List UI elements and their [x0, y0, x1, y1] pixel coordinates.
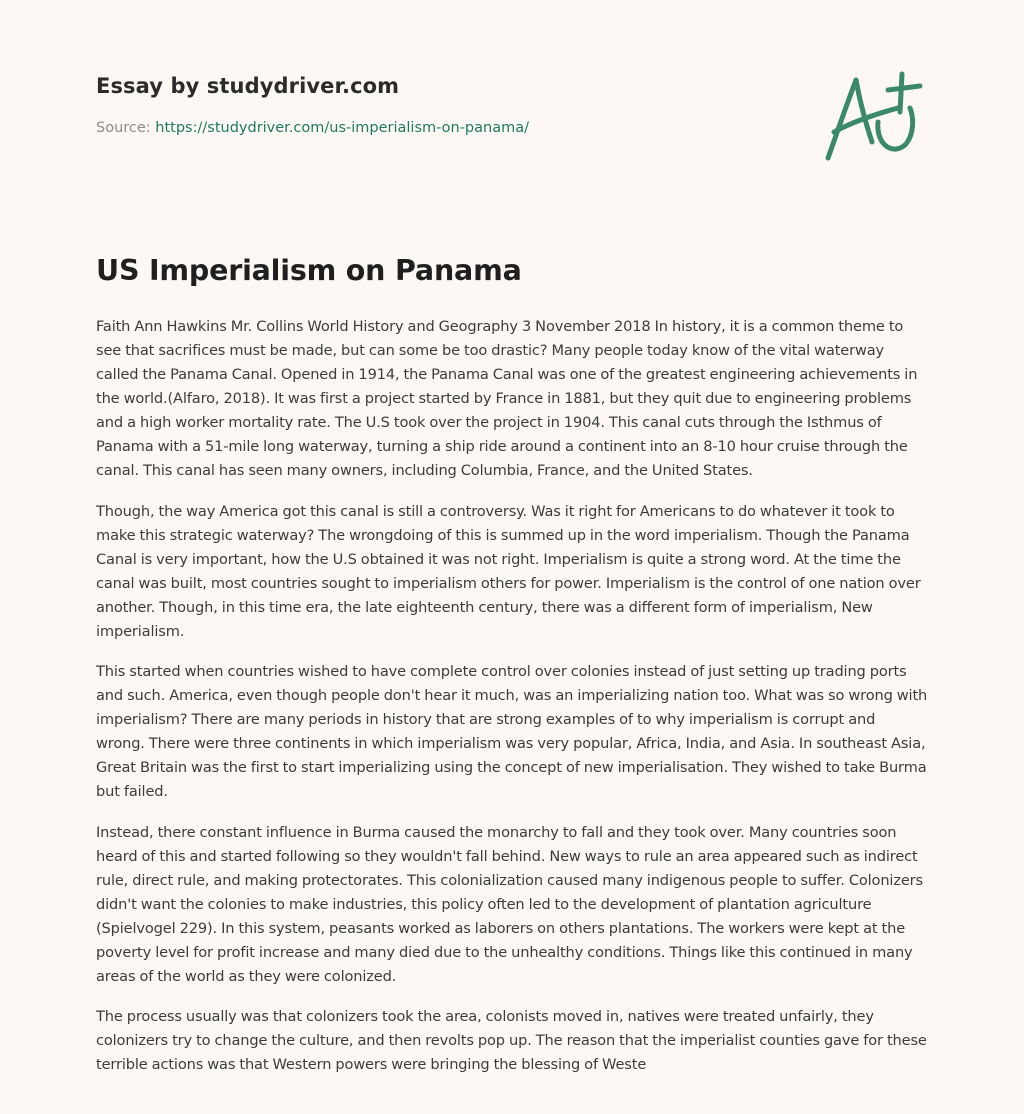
site-title: Essay by studydriver.com: [96, 74, 400, 98]
essay-paragraph: Though, the way America got this canal is still a controversy. Was it right for Americans to do whatever it took to make this strategic waterway? The wrongdoing of this is summed up in the word imperialism. Though the Panama Canal is very important, how the U.S obtained it was not right. Imperialism is quite a strong word. At the time the canal was built, most countries sought to imperialism others for power. Imperialism is the control of one nation over another. Though, in this time era, the late eighteenth century, there was a different form of imperialism, New imperialism.: [96, 502, 921, 640]
essay-title: US Imperialism on Panama: [96, 254, 522, 287]
essay-paragraph: This started when countries wished to have complete control over colonies instead of just setting up trading ports and such. America, even though people don't hear it much, was an imperializing nation too. What was so wrong with imperialism? There are many periods in history that are strong examples of to why imperialism is corrupt and wrong. There were three continents in which imperialism was very popular, Africa, India, and Asia. In southeast Asia, Great Britain was the first to start imperializing using the concept of new imperialisation. They wished to take Burma but failed.: [96, 663, 928, 800]
essay-paragraph: Instead, there constant influence in Burma caused the monarchy to fall and they took over. Many countries soon heard of this and started following so they wouldn't fall behind. New ways to rule an area appeared such as indirect rule, direct rule, and making protectorates. This colonialization caused many indigenous people to suffer. Colonizers didn't want the colonies to make industries, this policy often led to the development of plantation agriculture (Spielvogel 229). In this system, peasants worked as laborers on others plantations. The workers were kept at the poverty level for profit increase and many died due to the unhealthy conditions. Things like this continued in many areas of the world as they were colonized.: [96, 823, 923, 985]
page-header: [96, 74, 716, 136]
essay-body: [96, 315, 928, 1094]
source-line: [96, 120, 716, 136]
a-plus-logo-svg: [818, 66, 930, 166]
essay-paragraph: Faith Ann Hawkins Mr. Collins World History and Geography 3 November 2018 In history, it is a common theme to see that sacrifices must be made, but can some be too drastic? Many people today know of the vital waterway called the Panama Canal. Opened in 1914, the Panama Canal was one of the greatest engineering achievements in the world.(Alfaro, 2018). It was first a project started by France in 1881, but they quit due to engineering problems and a high worker mortality rate. The U.S took over the project in 1904. This canal cuts through the Isthmus of Panama with a 51-mile long waterway, turning a ship ride around a continent into an 8-10 hour cruise through the canal. This canal has seen many owners, including Columbia, France, and the United States.: [96, 318, 918, 479]
source-label: Source:: [96, 120, 156, 136]
source-link[interactable]: https://studydriver.com/us-imperialism-on-panama/: [155, 120, 529, 136]
a-plus-grade-icon: [818, 66, 930, 166]
essay-paragraph: The process usually was that colonizers took the area, colonists moved in, natives were treated unfairly, they colonizers try to change the culture, and then revolts pop up. The reason that the imperialist counties gave for these terrible actions was that Western powers were bringing the blessing of Weste: [96, 1008, 927, 1073]
